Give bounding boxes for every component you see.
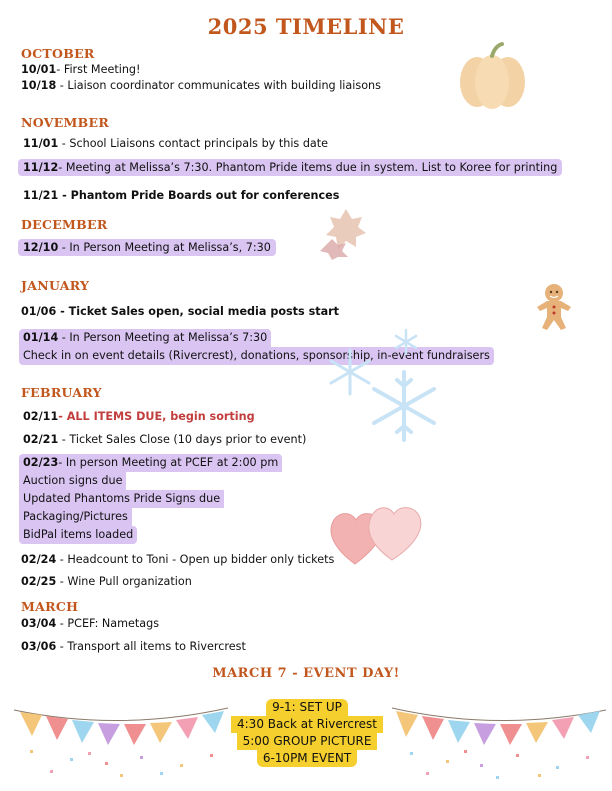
item-feb-11: 02/11- ALL ITEMS DUE, begin sorting [23, 410, 255, 423]
feb-23-line5: BidPal items loaded [19, 526, 137, 544]
event-schedule [233, 699, 381, 767]
autumn-leaves-icon [318, 205, 368, 260]
pumpkin-icon [455, 42, 530, 112]
section-february: FEBRUARY [21, 385, 102, 400]
jan-14-line1: 01/14 - In Person Meeting at Melissa’s 7:30 [19, 329, 271, 347]
item-oct-18: 10/18 - Liaison coordinator communicates with building liaisons [21, 79, 381, 92]
section-october: OCTOBER [21, 46, 95, 61]
item-oct-01: 10/01- First Meeting! [21, 63, 141, 76]
section-january: JANUARY [21, 278, 90, 293]
item-jan-06: 01/06 - Ticket Sales open, social media posts start [21, 305, 339, 318]
item-mar-04: 03/04 - PCEF: Nametags [21, 617, 160, 630]
schedule-item: 6-10PM EVENT [257, 750, 357, 767]
bunting-right [388, 702, 610, 782]
feb-23-line2: Auction signs due [19, 472, 126, 490]
item-dec-10: 12/10 - In Person Meeting at Melissa’s, 7:30 [18, 240, 276, 256]
item-mar-06: 03/06 - Transport all items to Rivercrest [21, 640, 246, 653]
snowflake-icon [322, 322, 442, 444]
feb-23-line3: Updated Phantoms Pride Signs due [19, 490, 224, 508]
schedule-item: 5:00 GROUP PICTURE [237, 733, 378, 750]
section-march: MARCH [21, 599, 79, 614]
item-nov-01: 11/01 - School Liaisons contact principals by this date [23, 137, 329, 150]
item-feb-23 [19, 454, 282, 544]
item-nov-21: 11/21 - Phantom Pride Boards out for conferences [23, 189, 340, 202]
section-november: NOVEMBER [21, 115, 110, 130]
bunting-left [10, 702, 232, 782]
hearts-icon [328, 498, 428, 566]
schedule-item: 9-1: SET UP [266, 699, 348, 716]
page-title: 2025 TIMELINE [207, 14, 405, 39]
item-feb-24: 02/24 - Headcount to Toni - Open up bidder only tickets [21, 553, 335, 566]
item-nov-12: 11/12- Meeting at Melissa’s 7:30. Phantom Pride items due in system. List to Koree for printing [18, 160, 562, 176]
schedule-item: 4:30 Back at Rivercrest [231, 716, 383, 733]
jan-14-line2: Check in on event details (Rivercrest), donations, sponsorship, in-event fundraisers [19, 347, 494, 365]
event-day-heading: MARCH 7 - EVENT DAY! [212, 666, 400, 681]
gingerbread-icon [535, 283, 573, 331]
feb-23-line4: Packaging/Pictures [19, 508, 132, 526]
section-december: DECEMBER [21, 217, 108, 232]
item-feb-21: 02/21 - Ticket Sales Close (10 days prior to event) [23, 433, 307, 446]
item-feb-25: 02/25 - Wine Pull organization [21, 575, 192, 588]
feb-23-line1: 02/23- In person Meeting at PCEF at 2:00 pm [19, 454, 282, 472]
